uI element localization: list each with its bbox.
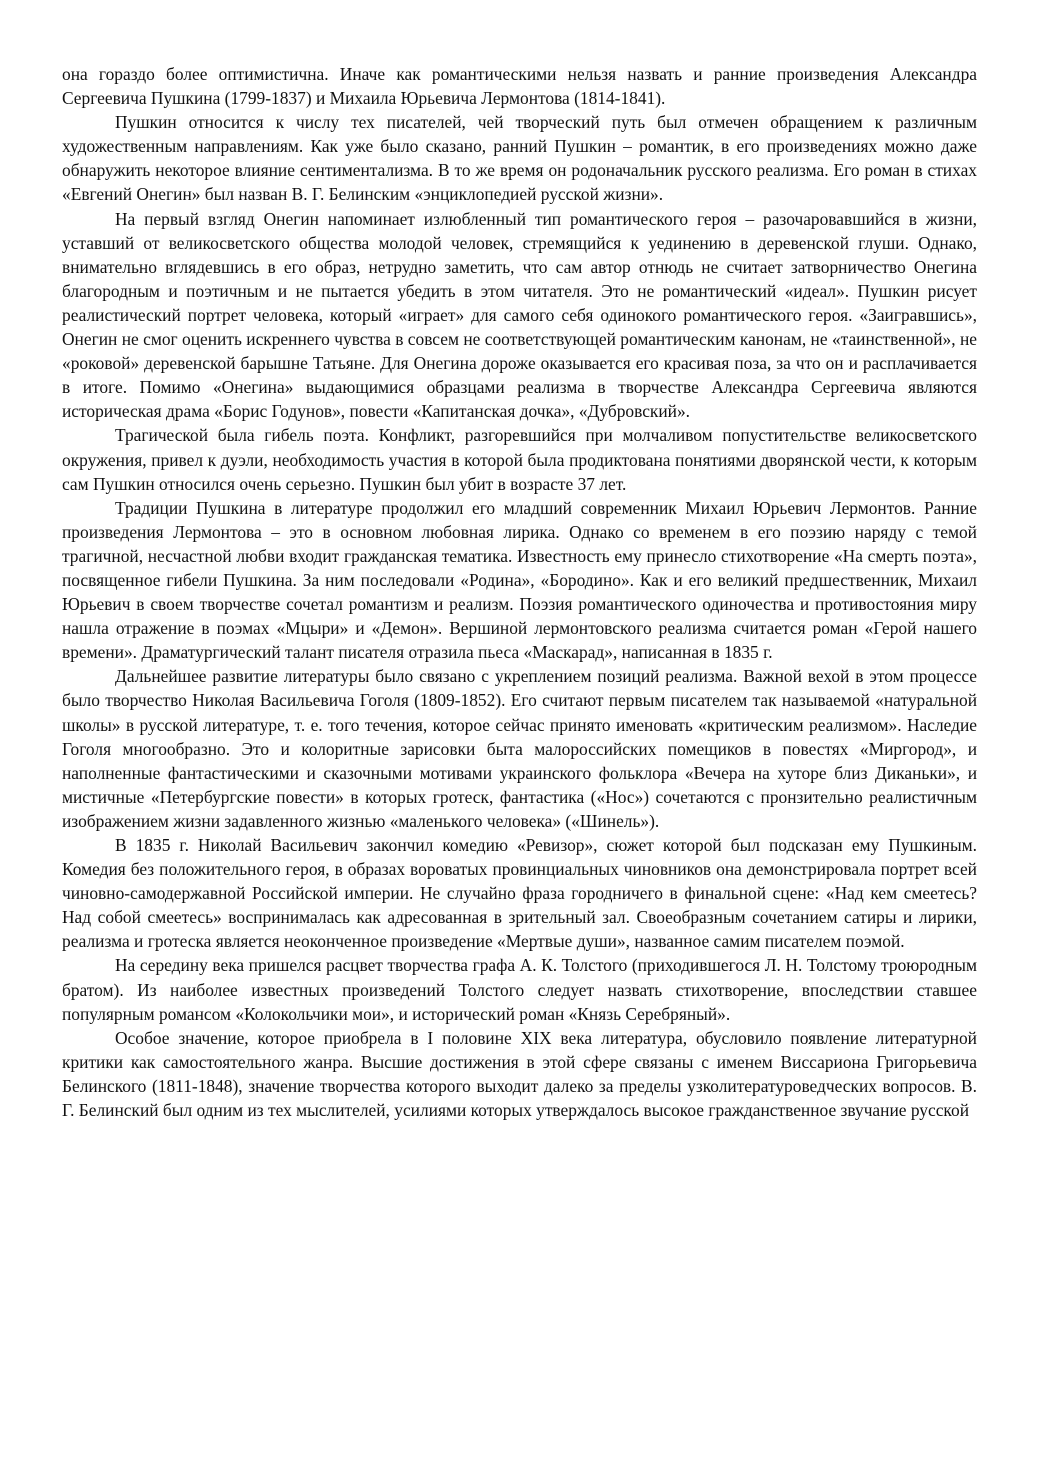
paragraph-revizor: В 1835 г. Николай Васильевич закончил комедию «Ревизор», сюжет которой был подсказан ему Пушкиным. Комедия без положительного героя, в образах вороватых провинциальных чиновников она демонстрировала портрет всей чиновно-самодержавной Российской империи. Не случайно фраза городничего в финальной сцене: «Над кем смеетесь? Над собой смеетесь» воспринималась как адресованная в зрительный зал. Своеобразным сочетанием сатиры и лирики, реализма и гротеска является неоконченное произведение «Мертвые души», названное самим писателем поэмой. <box>62 835 977 952</box>
paragraph-lermontov: Традиции Пушкина в литературе продолжил его младший современник Михаил Юрьевич Лермонтов. Ранние произведения Лермонтова – это в основном любовная лирика. Однако со временем в его поэзию наряду с темой трагичной, несчастной любви входит гражданская тематика. Известность ему принесло стихотворение «На смерть поэта», посвященное гибели Пушкина. За ним последовали «Родина», «Бородино». Как и его великий предшественник, Михаил Юрьевич в своем творчестве сочетал романтизм и реализм. Поэзия романтического одиночества и противостояния миру нашла отражение в поэмах «Мцыри» и «Демон». Вершиной лермонтовского реализма считается роман «Герой нашего времени». Драматургический талант писателя отразила пьеса «Маскарад», написанная в 1835 г. <box>62 497 977 663</box>
document-page <box>62 62 977 1122</box>
paragraph-belinsky: Особое значение, которое приобрела в I половине XIX века литература, обусловило появление литературной критики как самостоятельного жанра. Высшие достижения в этой сфере связаны с именем Виссариона Григорьевича Белинского (1811-1848), значение творчества которого выходит далеко за пределы узколитературоведческих вопросов. В. Г. Белинский был одним из тех мыслителей, усилиями которых утверждалось высокое гражданственное звучание русской <box>62 1027 977 1121</box>
paragraph-onegin: На первый взгляд Онегин напоминает излюбленный тип романтического героя – разочаровавшийся в жизни, уставший от великосветского общества молодой человек, стремящийся к уединению в деревенской глуши. Однако, внимательно вглядевшись в его образ, нетрудно заметить, что сам автор отнюдь не считает затворничество Онегина благородным и поэтичным и не пытается убедить в этом читателя. Это не романтический «идеал». Пушкин рисует реалистический портрет человека, который «играет» для самого себя одинокого романтического героя. «Заигравшись», Онегин не смог оценить искреннего чувства в совсем не соответствующей романтическим канонам, не «таинственной», не «роковой» деревенской барышне Татьяне. Для Онегина дороже оказывается его красивая поза, за что он и расплачивается в итоге. Помимо «Онегина» выдающимися образцами реализма в творчестве Александра Сергеевича являются историческая драма «Борис Годунов», повести «Капитанская дочка», «Дубровский». <box>62 208 977 422</box>
paragraph-gogol: Дальнейшее развитие литературы было связано с укреплением позиций реализма. Важной вехой в этом процессе было творчество Николая Васильевича Гоголя (1809-1852). Его считают первым писателем так называемой «натуральной школы» в русской литературе, т. е. того течения, которое сейчас принято именовать «критическим реализмом». Наследие Гоголя многообразно. Это и колоритные зарисовки быта малороссийских помещиков в повестях «Миргород», и наполненные фантастическими и сказочными мотивами украинского фольклора «Вечера на хуторе близ Диканьки», и мистичные «Петербургские повести» в которых гротеск, фантастика («Нос») сочетаются с пронзительно реалистичным изображением жизни задавленного жизнью «маленького человека» («Шинель»). <box>62 666 977 831</box>
paragraph-tolstoy: На середину века пришелся расцвет творчества графа А. К. Толстого (приходившегося Л. Н. Толстому троюродным братом). Из наиболее известных произведений Толстого следует назвать стихотворение, впоследствии ставшее популярным романсом «Колокольчики мои», и исторический роман «Князь Серебряный». <box>62 955 977 1024</box>
paragraph-pushkin: Пушкин относится к числу тех писателей, чей творческий путь был отмечен обращением к различным художественным направлениям. Как уже было сказано, ранний Пушкин – романтик, в его произведениях можно даже обнаружить некоторое влияние сентиментализма. В то же время он родоначальник русского реализма. Его роман в стихах «Евгений Онегин» был назван В. Г. Белинским «энциклопедией русской жизни». <box>62 112 977 205</box>
paragraph-pushkin-death: Трагической была гибель поэта. Конфликт, разгоревшийся при молчаливом попустительстве великосветского окружения, привел к дуэли, необходимость участия в которой была продиктована понятиями дворянской чести, к которым сам Пушкин относился очень серьезно. Пушкин был убит в возрасте 37 лет. <box>62 425 977 494</box>
paragraph-continuation: она гораздо более оптимистична. Иначе как романтическими нельзя назвать и ранние произведения Александра Сергеевича Пушкина (1799-1837) и Михаила Юрьевича Лермонтова (1814-1841). <box>62 64 977 109</box>
